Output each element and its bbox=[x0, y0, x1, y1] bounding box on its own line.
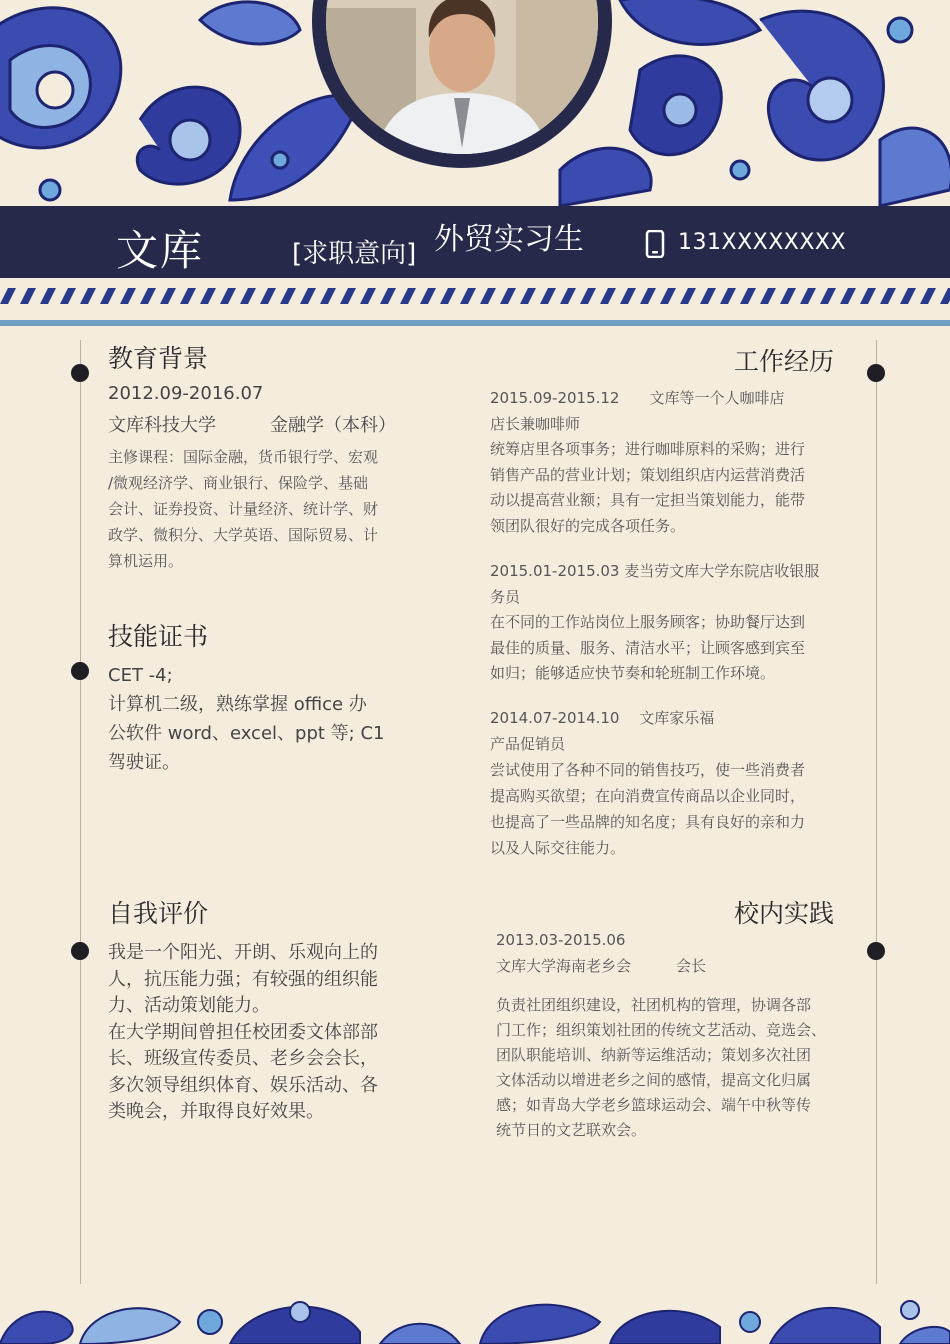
left-timeline bbox=[80, 340, 81, 1284]
text-line: 在大学期间曾担任校团委文体部部 bbox=[108, 1021, 378, 1043]
campus-header bbox=[496, 927, 706, 979]
text-line: 在不同的工作站岗位上服务顾客；协助餐厅达到 bbox=[490, 613, 806, 631]
job-2 bbox=[490, 559, 819, 687]
self-eval-title: 自我评价 bbox=[108, 899, 209, 928]
campus-desc bbox=[496, 993, 826, 1143]
education-courses bbox=[108, 444, 378, 574]
education-period: 2012.09-2016.07 bbox=[108, 383, 264, 404]
text-line: 政学、微积分、大学英语、国际贸易、计 bbox=[108, 526, 379, 544]
text-line: 动以提高营业额；具有一定担当策划能力，能带 bbox=[490, 491, 806, 509]
text-line: 长、班级宣传委员、老乡会会长， bbox=[108, 1048, 378, 1069]
text-line: 统节日的文艺联欢会。 bbox=[496, 1121, 647, 1139]
text-line: 尝试使用了各种不同的销售技巧，使一些消费者 bbox=[490, 761, 806, 779]
rope-border bbox=[0, 284, 950, 310]
timeline-dot bbox=[867, 364, 885, 382]
job-head: 2015.01-2015.03 麦当劳文库大学东院店收银服 bbox=[490, 562, 820, 580]
text-line: 提高购买欲望；在向消费宣传商品以企业同时， bbox=[490, 787, 806, 805]
job-intent-value: 外贸实习生 bbox=[434, 222, 584, 257]
job-intent-label: [求职意向] bbox=[292, 239, 417, 269]
text-line: 计算机二级，熟练掌握 office 办 bbox=[108, 694, 367, 715]
text-line: 文体活动以增进老乡之间的感情，提高文化归属 bbox=[496, 1071, 812, 1089]
text-line: CET -4; bbox=[108, 665, 173, 686]
text-line: 主修课程：国际金融，货币银行学、宏观 bbox=[108, 448, 379, 466]
text-line: 领团队很好的完成各项任务。 bbox=[490, 516, 686, 535]
text-line: 会计、证券投资、计量经济、统计学、财 bbox=[108, 500, 379, 518]
job-3 bbox=[490, 705, 805, 861]
timeline-dot bbox=[71, 364, 89, 382]
job-head: 2015.09-2015.12 文库等一个人咖啡店 bbox=[490, 389, 785, 407]
text-line: 力、活动策划能力。 bbox=[108, 995, 270, 1016]
phone-number: 131XXXXXXXX bbox=[678, 230, 847, 255]
skills-title: 技能证书 bbox=[108, 622, 209, 651]
education-title: 教育背景 bbox=[108, 344, 209, 373]
timeline-dot bbox=[867, 942, 885, 960]
job-role: 产品促销员 bbox=[490, 735, 566, 753]
text-line: 多次领导组织体育、娱乐活动、各 bbox=[108, 1074, 378, 1096]
text-line: 公软件 word、excel、ppt 等; C1 bbox=[108, 723, 385, 744]
text-line: 驾驶证。 bbox=[108, 752, 180, 773]
text-line: 我是一个阳光、开朗、乐观向上的 bbox=[108, 942, 378, 963]
job-1 bbox=[490, 386, 805, 539]
text-line: 最佳的质量、服务、清洁水平；让顾客感到宾至 bbox=[490, 638, 806, 657]
education-school: 文库科技大学 bbox=[108, 415, 216, 436]
job-role: 务员 bbox=[490, 587, 521, 606]
work-title: 工作经历 bbox=[734, 347, 835, 376]
timeline-dot bbox=[71, 942, 89, 960]
candidate-name: 文库 bbox=[116, 226, 205, 275]
text-line: 算机运用。 bbox=[108, 552, 184, 570]
text-line: 人，抗压能力强；有较强的组织能 bbox=[108, 968, 378, 990]
paisley-pattern-bottom bbox=[0, 1292, 950, 1344]
accent-divider bbox=[0, 320, 950, 326]
campus-title: 校内实践 bbox=[734, 899, 835, 928]
campus-period: 2013.03-2015.06 bbox=[496, 931, 626, 949]
text-line: /微观经济学、商业银行、保险学、基础 bbox=[108, 474, 369, 492]
text-line: 如归；能够适应快节奏和轮班制工作环境。 bbox=[490, 664, 776, 682]
text-line: 类晚会，并取得良好效果。 bbox=[108, 1101, 324, 1122]
text-line: 门工作；组织策划社团的传统文艺活动、竞选会、 bbox=[496, 1021, 827, 1039]
phone-icon bbox=[644, 230, 666, 258]
text-line: 统筹店里各项事务；进行咖啡原料的采购；进行 bbox=[490, 440, 806, 458]
right-timeline bbox=[876, 340, 877, 1284]
skills-list bbox=[108, 661, 384, 777]
text-line: 团队职能培训、纳新等运维活动；策划多次社团 bbox=[496, 1046, 812, 1064]
text-line: 以及人际交往能力。 bbox=[490, 839, 626, 857]
text-line: 销售产品的营业计划；策划组织店内运营消费活 bbox=[490, 465, 806, 484]
timeline-dot bbox=[71, 662, 89, 680]
job-head: 2014.07-2014.10 文库家乐福 bbox=[490, 709, 715, 727]
text-line: 负责社团组织建设，社团机构的管理，协调各部 bbox=[496, 996, 812, 1014]
campus-org-role: 文库大学海南老乡会 会长 bbox=[496, 957, 707, 975]
job-role: 店长兼咖啡师 bbox=[490, 414, 581, 433]
text-line: 感；如青岛大学老乡篮球运动会、端午中秋等传 bbox=[496, 1096, 812, 1114]
text-line: 也提高了一些品牌的知名度；具有良好的亲和力 bbox=[490, 813, 806, 831]
self-eval-text bbox=[108, 940, 378, 1126]
education-major: 金融学（本科） bbox=[270, 415, 396, 436]
